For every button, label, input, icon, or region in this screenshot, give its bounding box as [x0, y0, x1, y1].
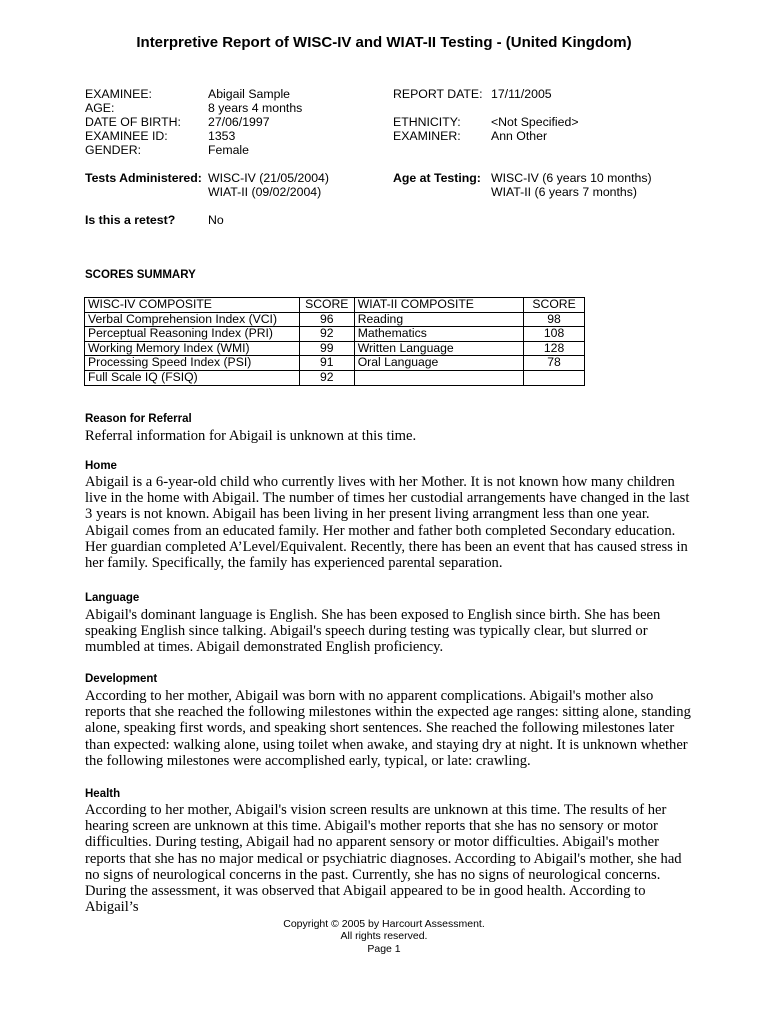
wiat-score-cell: 98 — [524, 312, 585, 327]
scores-header-row — [85, 298, 585, 313]
header-wiat-score: SCORE — [524, 298, 585, 313]
table-row — [85, 341, 585, 356]
retest-value: No — [208, 213, 224, 227]
dob-label: DATE OF BIRTH: — [85, 115, 181, 129]
retest-label: Is this a retest? — [85, 213, 176, 227]
examinee-value: Abigail Sample — [208, 87, 291, 101]
wiat-score-cell: 78 — [524, 356, 585, 371]
wisc-score-cell: 96 — [299, 312, 354, 327]
wiat-score-cell — [524, 370, 585, 385]
ethnicity-label: ETHNICITY: — [393, 115, 461, 129]
health-heading: Health — [85, 788, 121, 800]
test-wiat-value: WIAT-II (09/02/2004) — [208, 185, 322, 199]
examiner-label: EXAMINER: — [393, 129, 461, 143]
report-date-value: 17/11/2005 — [491, 87, 552, 101]
wiat-score-cell: 128 — [524, 341, 585, 356]
examinee-id-label: EXAMINEE ID: — [85, 129, 168, 143]
wisc-score-cell: 92 — [299, 370, 354, 385]
wisc-score-cell: 99 — [299, 341, 354, 356]
tests-administered-label: Tests Administered: — [85, 171, 202, 185]
wisc-composite-cell: Perceptual Reasoning Index (PRI) — [85, 327, 300, 342]
age-at-testing-wisc: WISC-IV (6 years 10 months) — [491, 171, 652, 185]
table-row — [85, 370, 585, 385]
development-heading: Development — [85, 673, 158, 685]
gender-value: Female — [208, 143, 250, 157]
gender-label: GENDER: — [85, 143, 142, 157]
examinee-label: EXAMINEE: — [85, 87, 152, 101]
development-text: According to her mother, Abigail was born with no apparent complications. Abigail's mother also reports that she reached the following milestones within the expected age ranges: sitting alone, standing alone, speaking first words, and speaking short sentences. She reached the following milestones later than expected: walking alone, using toilet when awake, and staying dry at night. It is unknown whether the following milestones were accomplished early, typical, or late: crawling. — [85, 688, 691, 769]
referral-heading: Reason for Referral — [85, 413, 192, 425]
table-row — [85, 356, 585, 371]
wiat-composite-cell: Oral Language — [354, 356, 523, 371]
home-text: Abigail is a 6-year-old child who currently lives with her Mother. It is not known how many children live in the home with Abigail. The number of times her custodial arrangements have changed in the last 3 years is not known. Abigail has been living in her present living arrangment less than one year. Abigail comes from an educated family. Her mother and father both completed Secondary education. Her guardian completed A’Level/Equivalent. Recently, there has been an event that has caused stress in her family. Specifically, the family has experienced parental separation. — [85, 474, 690, 572]
ethnicity-value: <Not Specified> — [491, 115, 579, 129]
header-wisc-score: SCORE — [299, 298, 354, 313]
wisc-score-cell: 91 — [299, 356, 354, 371]
wiat-composite-cell: Mathematics — [354, 327, 523, 342]
report-date-label: REPORT DATE: — [393, 87, 483, 101]
wiat-score-cell: 108 — [524, 327, 585, 342]
wiat-composite-cell — [354, 370, 523, 385]
referral-text: Referral information for Abigail is unknown at this time. — [85, 428, 417, 444]
wisc-composite-cell: Full Scale IQ (FSIQ) — [85, 370, 300, 385]
scores-summary-heading: SCORES SUMMARY — [85, 269, 196, 281]
wisc-composite-cell: Verbal Comprehension Index (VCI) — [85, 312, 300, 327]
age-label: AGE: — [85, 101, 115, 115]
language-text: Abigail's dominant language is English. She has been exposed to English since birth. She has been speaking English since talking. Abigail's speech during testing was typically clear, but slurred or mumbled at times. Abigail demonstrated English proficiency. — [85, 607, 661, 656]
home-heading: Home — [85, 460, 117, 472]
footer-copyright: Copyright © 2005 by Harcourt Assessment. — [283, 918, 485, 930]
report-title: Interpretive Report of WISC-IV and WIAT-II Testing - (United Kingdom) — [136, 34, 632, 51]
examinee-id-value: 1353 — [208, 129, 236, 143]
wiat-composite-cell: Written Language — [354, 341, 523, 356]
footer-page-number: Page 1 — [367, 943, 401, 955]
examiner-value: Ann Other — [491, 129, 548, 143]
age-at-testing-wiat: WIAT-II (6 years 7 months) — [491, 185, 638, 199]
wisc-composite-cell: Working Memory Index (WMI) — [85, 341, 300, 356]
age-value: 8 years 4 months — [208, 101, 303, 115]
wisc-composite-cell: Processing Speed Index (PSI) — [85, 356, 300, 371]
age-at-testing-label: Age at Testing: — [393, 171, 481, 185]
wiat-composite-cell: Reading — [354, 312, 523, 327]
health-text: According to her mother, Abigail's vision screen results are unknown at this time. The results of her hearing screen are unknown at this time. Abigail's mother reports that she has no sensory or motor difficulties. During testing, Abigail had no apparent sensory or motor difficulties. Abigail's mother reports that she has no major medical or psychiatric diagnoses. According to Abigail's mother, she had no signs of neurological concerns in the past. Currently, she has no signs of neurological concerns. During the assessment, it was observed that Abigail appeared to be in good health. According to Abigail’s — [85, 802, 682, 916]
table-row — [85, 327, 585, 342]
wisc-score-cell: 92 — [299, 327, 354, 342]
table-row — [85, 312, 585, 327]
language-heading: Language — [85, 592, 140, 604]
footer-rights: All rights reserved. — [340, 930, 428, 942]
test-wisc-value: WISC-IV (21/05/2004) — [208, 171, 329, 185]
header-wiat-composite: WIAT-II COMPOSITE — [354, 298, 523, 313]
scores-table — [84, 297, 585, 386]
header-wisc-composite: WISC-IV COMPOSITE — [85, 298, 300, 313]
dob-value: 27/06/1997 — [208, 115, 270, 129]
